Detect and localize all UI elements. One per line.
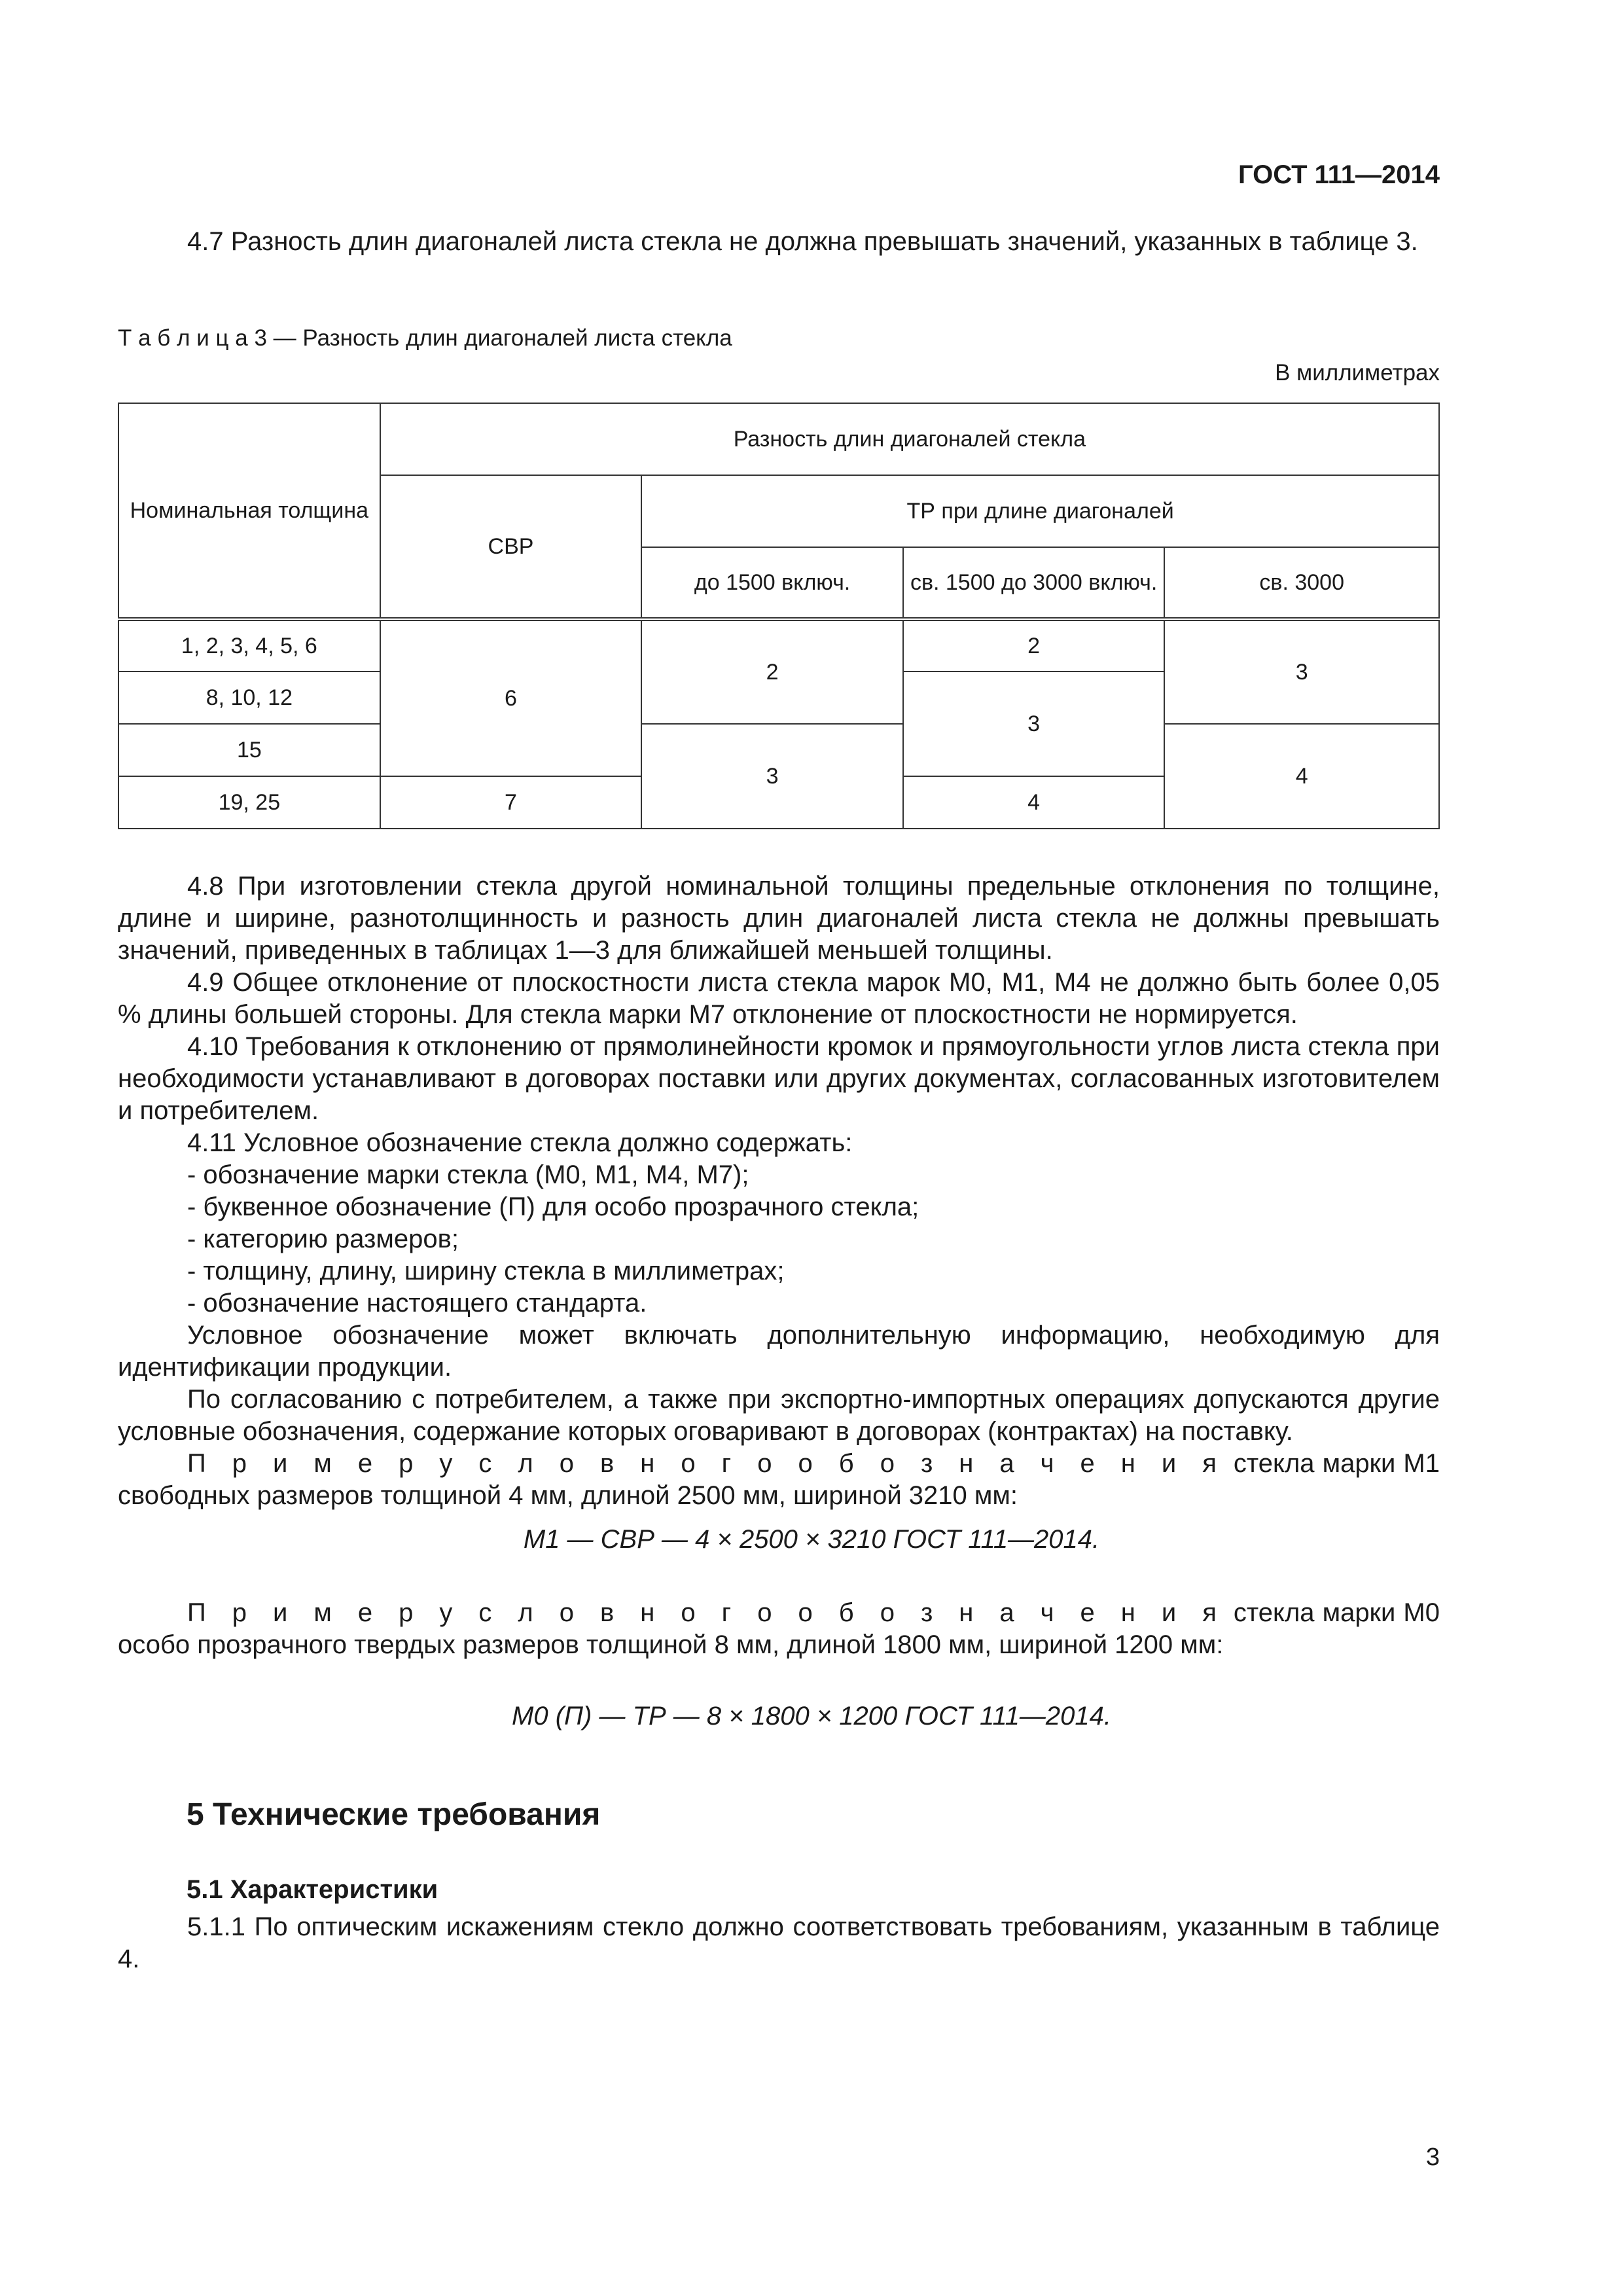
page-number: 3 (1425, 2144, 1440, 2171)
list-item: - толщину, длину, ширину стекла в миллиметрах; (187, 1257, 785, 1285)
cell-1500-3000: 4 (903, 776, 1165, 829)
example-1-text (118, 1448, 1440, 1512)
clause-4-11-text: 4.11 Условное обозначение стекла должно содержать: (187, 1128, 853, 1157)
list-item: - буквенное обозначение (П) для особо прозрачного стекла; (187, 1193, 919, 1221)
designation-info-text: Условное обозначение может включать дополнительную информацию, необходимую для идентификации продукции. (118, 1321, 1440, 1382)
example-1-formula: М1 — СВР — 4 × 2500 × 3210 ГОСТ 111—2014. (523, 1525, 1100, 1554)
cell-upto-1500: 3 (641, 724, 903, 829)
document-code: ГОСТ 111—2014 (1238, 160, 1440, 189)
section-5-heading: 5 Технические требования (187, 1797, 601, 1832)
header-col-upto-1500: до 1500 включ. (641, 547, 903, 619)
section-5-1-heading: 5.1 Характеристики (187, 1875, 438, 1904)
example-2-lead: П р и м е р у с л о в н о г о о б о з н а ч е н и я (187, 1598, 1226, 1627)
clause-4-7 (118, 226, 1440, 258)
cell-thickness: 8, 10, 12 (118, 672, 380, 724)
list-item: - категорию размеров; (187, 1225, 459, 1253)
example-2-formula: М0 (П) — ТР — 8 × 1800 × 1200 ГОСТ 111—2014. (512, 1702, 1111, 1731)
clauses-4-8-to-4-11 (118, 870, 1440, 1512)
cell-thickness: 19, 25 (118, 776, 380, 829)
header-nominal-thickness: Номинальная толщина (118, 403, 380, 619)
clause-5-1-1-text: 5.1.1 По оптическим искажениям стекло должно соответствовать требованиям, указанным в таблице 4. (118, 1912, 1440, 1973)
cell-thickness: 1, 2, 3, 4, 5, 6 (118, 619, 380, 672)
cell-over-3000: 3 (1164, 619, 1439, 724)
table-row (118, 724, 1439, 776)
cell-thickness: 15 (118, 724, 380, 776)
header-diagonal-difference: Разность длин диагоналей стекла (380, 403, 1439, 475)
header-svr: СВР (380, 475, 642, 619)
header-col-over-3000: св. 3000 (1164, 547, 1439, 619)
clause-4-7-text: 4.7 Разность длин диагоналей листа стекла не должна превышать значений, указанных в таблице 3. (187, 227, 1418, 256)
table-units: В миллиметрах (1275, 360, 1440, 386)
cell-svr: 6 (380, 619, 642, 776)
table-caption-prefix: Т а б л и ц а (118, 325, 248, 351)
example-2-text (118, 1597, 1440, 1661)
list-item: - обозначение марки стекла (М0, М1, М4, М7); (187, 1160, 749, 1189)
header-col-1500-3000: св. 1500 до 3000 включ. (903, 547, 1165, 619)
table-caption (118, 325, 732, 351)
example-1-body: стекла марки М1 свободных размеров толщиной 4 мм, длиной 2500 мм, шириной 3210 мм: (118, 1449, 1440, 1510)
clause-4-10-text: 4.10 Требования к отклонению от прямолинейности кромок и прямоугольности углов листа стекла при необходимости устанавливают в договорах поставки или других документах, согласованных изготовителем и потребителем. (118, 1032, 1440, 1125)
cell-over-3000: 4 (1164, 724, 1439, 829)
example-1-lead: П р и м е р у с л о в н о г о о б о з н а ч е н и я (187, 1449, 1226, 1478)
table-row (118, 619, 1439, 672)
cell-1500-3000: 2 (903, 619, 1165, 672)
header-tr: ТР при длине диагоналей (641, 475, 1439, 547)
clause-4-8-text: 4.8 При изготовлении стекла другой номинальной толщины предельные отклонения по толщине, длине и ширине, разнотолщинность и разность длин диагоналей листа стекла не должны превышать значений, приведенных в таблицах 1—3 для ближайшей меньшей толщины. (118, 872, 1440, 965)
table-3 (118, 403, 1440, 829)
cell-1500-3000: 3 (903, 672, 1165, 776)
clause-4-9-text: 4.9 Общее отклонение от плоскостности листа стекла марок М0, М1, М4 не должно быть более 0,05 % длины большей стороны. Для стекла марки М7 отклонение от плоскостности не нормируется. (118, 968, 1440, 1029)
cell-svr: 7 (380, 776, 642, 829)
clause-5-1-1 (118, 1911, 1440, 1975)
list-item: - обозначение настоящего стандарта. (187, 1289, 647, 1318)
table-caption-text: 3 — Разность длин диагоналей листа стекла (254, 325, 732, 351)
example-2 (118, 1597, 1440, 1661)
example-2-body: стекла марки М0 особо прозрачного твердых размеров толщиной 8 мм, длиной 1800 мм, шириной 1200 мм: (118, 1598, 1440, 1659)
cell-upto-1500: 2 (641, 619, 903, 724)
agreement-text: По согласованию с потребителем, а также при экспортно-импортных операциях допускаются другие условные обозначения, содержание которых оговаривают в договорах (контрактах) на поставку. (118, 1385, 1440, 1446)
